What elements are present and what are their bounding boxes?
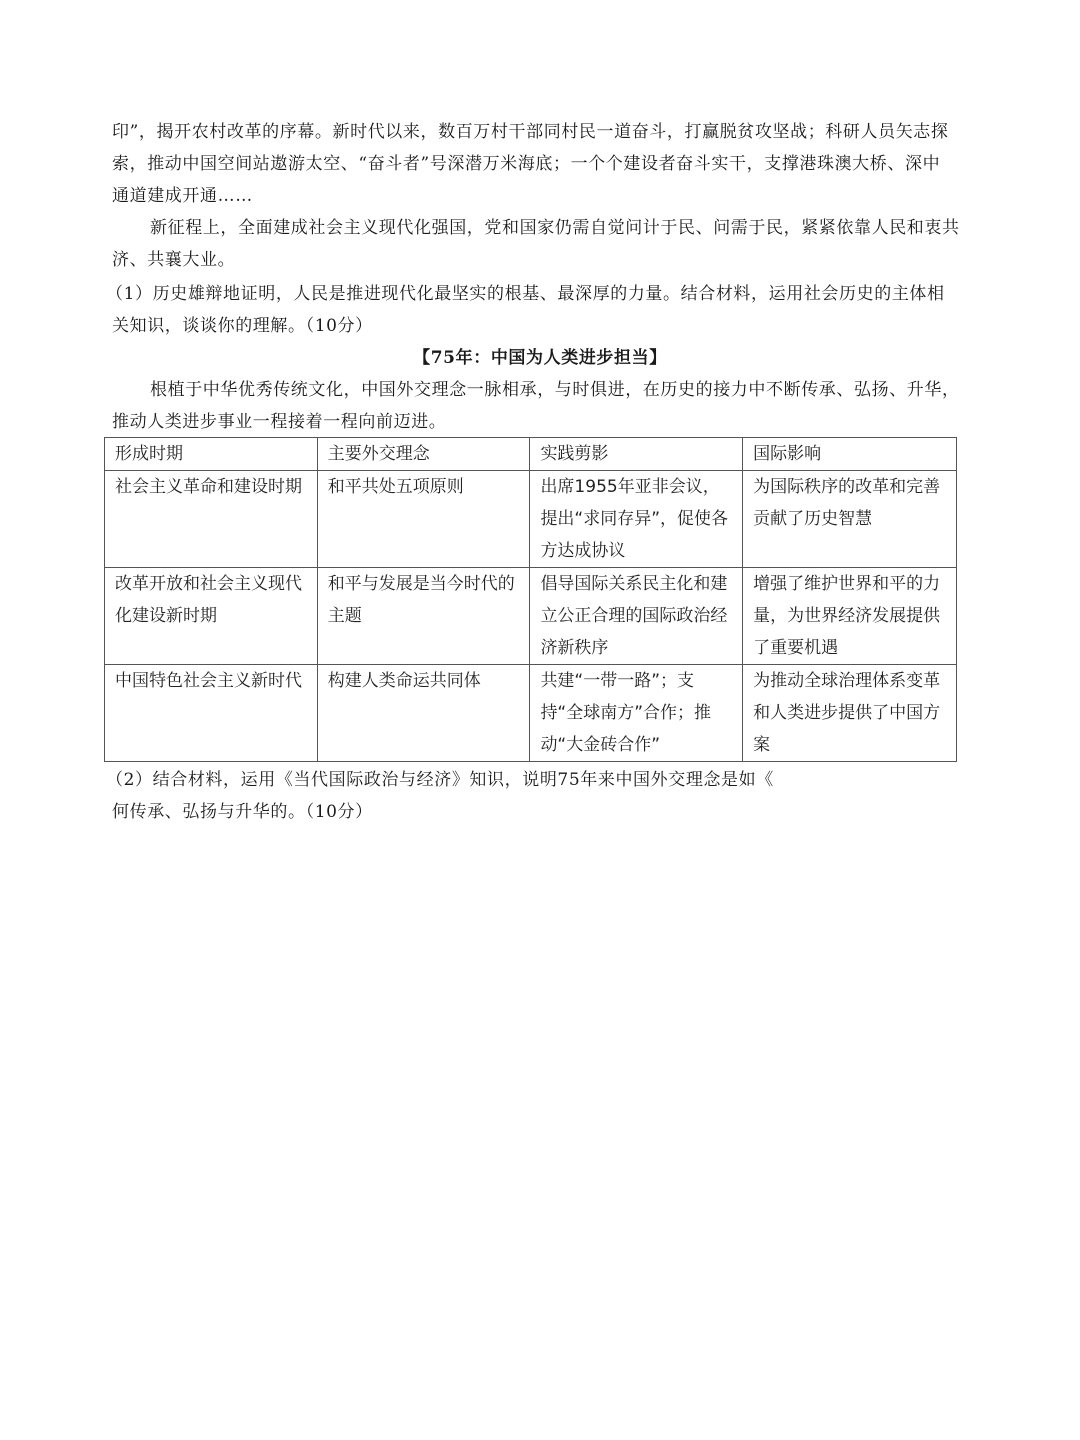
- question2-line-2: 何传承、弘扬与升华的。（10分）: [112, 802, 373, 822]
- section2-title: 【75年：中国为人类进步担当】: [413, 348, 667, 368]
- table-cell: 社会主义革命和建设时期: [115, 477, 302, 497]
- table-cell: 共建“一带一路”；支持“全球南方”合作；推动“大金砖合作”: [540, 671, 712, 755]
- question1-line-1: （1）历史雄辩地证明，人民是推进现代化最坚实的根基、最深厚的力量。结合材料，运用社会历史的主体相: [106, 284, 945, 304]
- table-row: [105, 665, 957, 762]
- material-line-3: 通道建成开通……: [112, 186, 253, 206]
- table-cell: 构建人类命运共同体: [327, 671, 481, 691]
- section2-intro-line-1: 根植于中华优秀传统文化，中国外交理念一脉相承，与时俱进，在历史的接力中不断传承、弘扬、升华，: [150, 380, 960, 400]
- table-cell: 和平共处五项原则: [327, 477, 464, 497]
- table-cell: 为国际秩序的改革和完善贡献了历史智慧: [753, 477, 941, 529]
- table-cell: 改革开放和社会主义现代化建设新时期: [115, 574, 302, 626]
- table-cell: 中国特色社会主义新时代: [115, 671, 302, 691]
- table-header-cell: 形成时期: [105, 438, 318, 471]
- material-line-1: 印”，揭开农村改革的序幕。新时代以来，数百万村干部同村民一道奋斗，打赢脱贫攻坚战；科研人员矢志探: [112, 122, 949, 142]
- table-row: [105, 471, 957, 568]
- section2-intro-line-2: 推动人类进步事业一程接着一程向前迈进。: [112, 412, 447, 432]
- table-header-row: [105, 438, 957, 471]
- table-header-cell: 国际影响: [743, 438, 957, 471]
- table-cell: 增强了维护世界和平的力量，为世界经济发展提供了重要机遇: [753, 574, 941, 658]
- material-line-2: 索，推动中国空间站遨游太空、“奋斗者”号深潜万米海底；一个个建设者奋斗实干，支撑港珠澳大桥、深中: [112, 154, 941, 174]
- table-cell: 为推动全球治理体系变革和人类进步提供了中国方案: [753, 671, 941, 755]
- material-para2-line-1: 新征程上，全面建成社会主义现代化强国，党和国家仍需自觉问计于民、问需于民，紧紧依靠人民和衷共: [150, 218, 960, 238]
- table-header-cell: 实践剪影: [530, 438, 743, 471]
- diplomacy-table: [104, 437, 957, 762]
- table-cell: 和平与发展是当今时代的主题: [327, 574, 515, 626]
- table-header-cell: 主要外交理念: [317, 438, 530, 471]
- table-cell: 倡导国际关系民主化和建立公正合理的国际政治经济新秩序: [540, 574, 728, 658]
- question1-line-2: 关知识，谈谈你的理解。（10分）: [112, 316, 373, 336]
- table-cell: 出席1955年亚非会议，提出“求同存异”，促使各方达成协议: [540, 477, 729, 561]
- question2-line-1: （2）结合材料，运用《当代国际政治与经济》知识，说明75年来中国外交理念是如《: [106, 770, 774, 790]
- table-row: [105, 568, 957, 665]
- material-para2-line-2: 济、共襄大业。: [112, 250, 236, 270]
